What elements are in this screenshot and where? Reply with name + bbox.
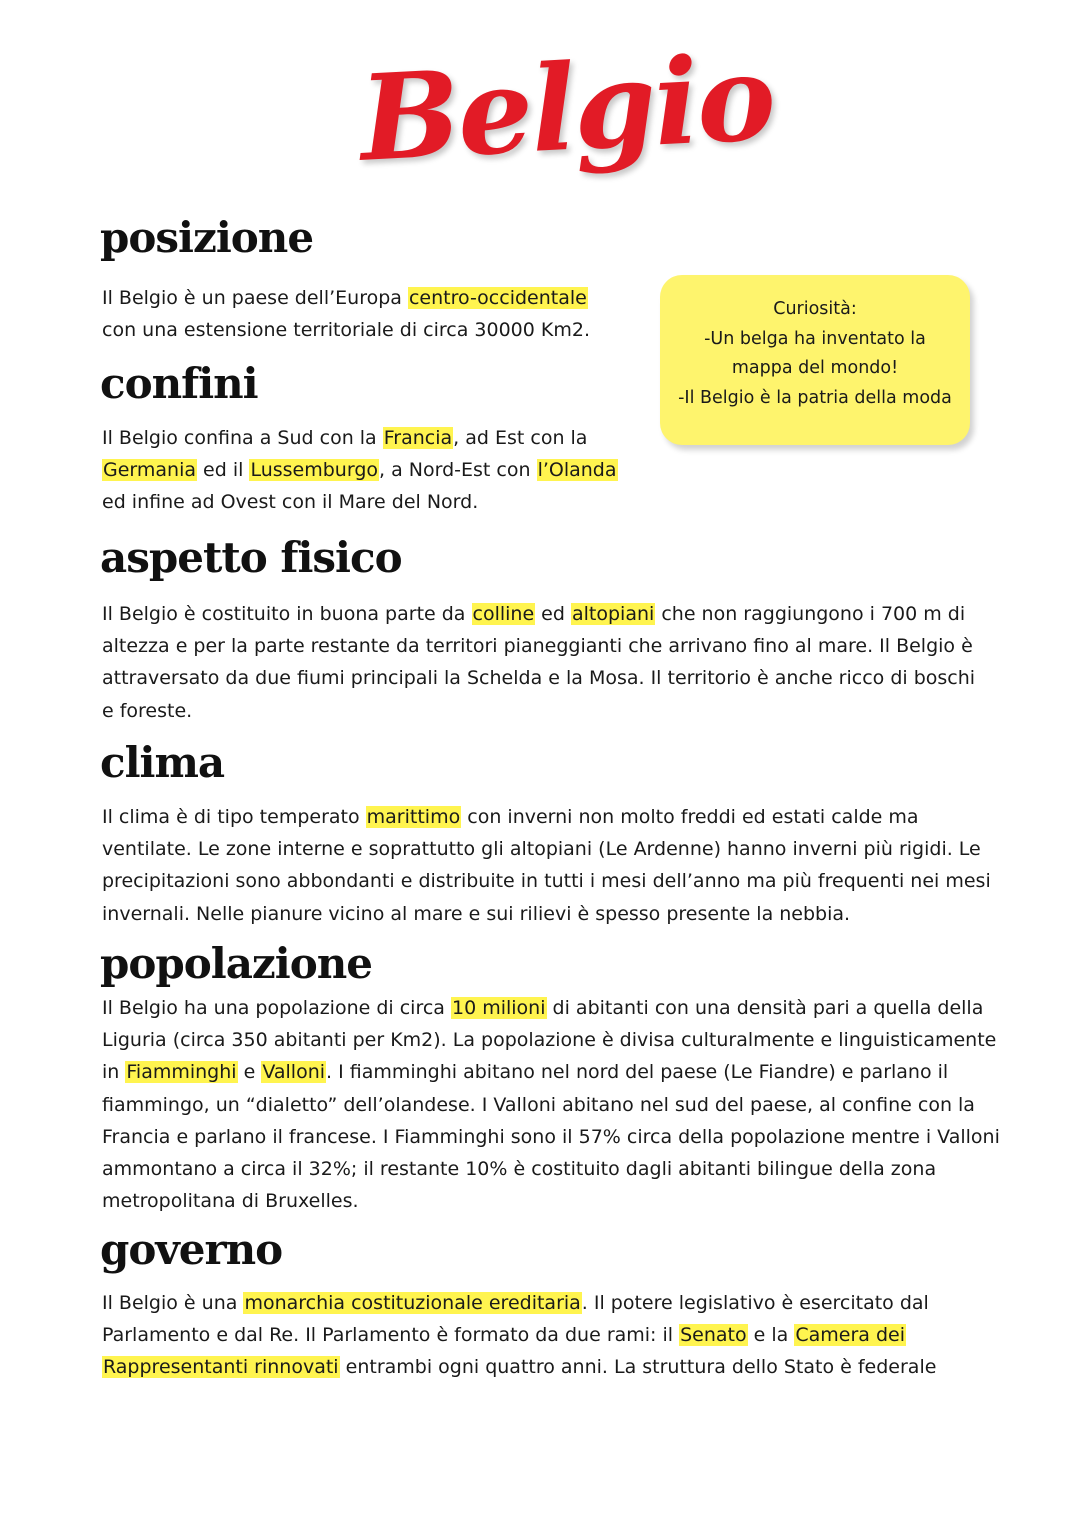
text-run: Parlamento e dal Re. Il Parlamento è formato da due rami: il (102, 1324, 680, 1347)
text-line (102, 662, 975, 694)
text-line (102, 1153, 1000, 1185)
text-run: Il clima è di tipo temperato (102, 806, 366, 828)
text-run: Il Belgio confina a Sud con la (102, 427, 383, 449)
text-run: . I fiamminghi abitano nel nord del paese (Le Fiandre) e parlano il (326, 1061, 949, 1084)
highlighted-term: altopiani (571, 603, 655, 625)
text-run: Francia e parlano il francese. I Fiamminghi sono il 57% circa della popolazione mentre i Valloni (102, 1125, 1000, 1148)
highlighted-term: Germania (103, 459, 197, 482)
curiosita-label: Curiosità: (773, 299, 857, 319)
text-line (102, 898, 991, 930)
text-line (102, 992, 1000, 1024)
paragraph-confini (102, 422, 618, 519)
paragraph-posizione (102, 282, 590, 346)
text-run: ammontano a circa il 32%; il restante 10% è costituito dagli abitanti bilingue della zona (102, 1158, 937, 1181)
text-run: ed infine ad Ovest con il Mare del Nord. (102, 491, 479, 514)
highlighted-term: marittimo (366, 806, 461, 828)
text-run: Liguria (circa 350 abitanti per Km2). La popolazione è divisa culturalmente e linguisticamente (102, 1029, 997, 1052)
highlighted-term: Senato (680, 1324, 747, 1347)
text-line (102, 1185, 1000, 1217)
curiosita-line: mappa del mondo! (731, 358, 899, 378)
paragraph-aspetto-fisico (102, 598, 975, 727)
text-line (102, 1351, 936, 1383)
text-run: e la (747, 1324, 795, 1347)
text-run: entrambi ogni quattro anni. La struttura dello Stato è federale (339, 1356, 937, 1379)
heading-governo: governo (100, 1225, 283, 1274)
text-line (102, 282, 590, 314)
text-run: metropolitana di Bruxelles. (102, 1190, 359, 1213)
paragraph-popolazione (102, 992, 1000, 1217)
text-run: attraversato da due fiumi principali la Schelda e la Mosa. Il territorio è anche ricco di boschi (102, 667, 976, 690)
text-run: Il Belgio è un paese dell’Europa (102, 287, 408, 309)
curiosita-note (660, 275, 970, 445)
text-line (102, 833, 991, 865)
highlighted-term: 10 milioni (452, 997, 546, 1019)
highlighted-term: colline (472, 603, 535, 625)
text-run: che non raggiungono i 700 m di (655, 603, 966, 625)
highlighted-term: Francia (383, 427, 453, 449)
text-run: in (102, 1061, 126, 1084)
heading-aspetto-fisico: aspetto fisico (100, 533, 402, 582)
curiosita-line: -Un belga ha inventato la (704, 328, 926, 349)
text-run: Il Belgio è costituito in buona parte da (102, 603, 472, 625)
text-line (102, 801, 991, 833)
heading-posizione: posizione (100, 213, 314, 262)
highlighted-term: Valloni (262, 1061, 326, 1084)
text-line (102, 422, 618, 454)
text-line (102, 695, 975, 727)
text-run: . Il potere legislativo è esercitato dal (581, 1292, 929, 1314)
text-line (102, 1089, 1000, 1121)
curiosita-line: -Il Belgio è la patria della moda (678, 387, 952, 408)
highlighted-term: l’Olanda (537, 459, 617, 482)
text-run: con inverni non molto freddi ed estati calde ma (461, 806, 919, 828)
text-line (102, 598, 975, 630)
heading-popolazione: popolazione (100, 939, 373, 988)
text-line (102, 1121, 1000, 1153)
text-line (102, 1024, 1000, 1056)
text-run: e foreste. (102, 699, 193, 722)
highlighted-term: monarchia costituzionale ereditaria (244, 1292, 581, 1314)
text-run: invernali. Nelle pianure vicino al mare e sui rilievi è spesso presente la nebbia. (102, 902, 851, 925)
text-run: fiammingo, un “dialetto” dell’olandese. I Valloni abitano nel sud del paese, al confine con la (102, 1093, 975, 1116)
heading-clima: clima (100, 738, 225, 787)
highlighted-term: centro-occidentale (408, 287, 587, 309)
text-line (102, 630, 975, 662)
text-run: ventilate. Le zone interne e soprattutto gli altopiani (Le Ardenne) hanno inverni più rigidi. Le (102, 838, 981, 861)
text-line (102, 1287, 936, 1319)
text-run: ed il (197, 459, 250, 482)
text-line (102, 865, 991, 897)
text-run: , a Nord-Est con (379, 459, 537, 482)
text-run: di abitanti con una densità pari a quella della (546, 997, 984, 1019)
text-run: altezza e per la parte restante da territori pianeggianti che arrivano fino al mare. Il Belgio è (102, 635, 973, 658)
text-line (102, 314, 590, 346)
highlighted-term: Camera dei (795, 1324, 905, 1347)
paragraph-clima (102, 801, 991, 930)
text-run: e (237, 1061, 262, 1084)
text-run: Il Belgio è una (102, 1292, 244, 1314)
heading-confini: confini (100, 359, 258, 408)
text-run: precipitazioni sono abbondanti e distribuite in tutti i mesi dell’anno ma più frequenti nei mesi (102, 870, 991, 893)
paragraph-governo (102, 1287, 936, 1384)
text-line (102, 1056, 1000, 1088)
highlighted-term: Rappresentanti rinnovati (103, 1356, 339, 1379)
text-line (102, 486, 618, 518)
text-run: ed (535, 603, 571, 625)
text-run: con una estensione territoriale di circa 30000 Km2. (102, 319, 590, 342)
page-title: Belgio (356, 27, 777, 188)
text-line (102, 454, 618, 486)
highlighted-term: Lussemburgo (250, 459, 379, 482)
text-line (102, 1319, 936, 1351)
text-run: , ad Est con la (453, 427, 588, 449)
highlighted-term: Fiamminghi (126, 1061, 237, 1084)
text-run: Il Belgio ha una popolazione di circa (102, 997, 451, 1019)
